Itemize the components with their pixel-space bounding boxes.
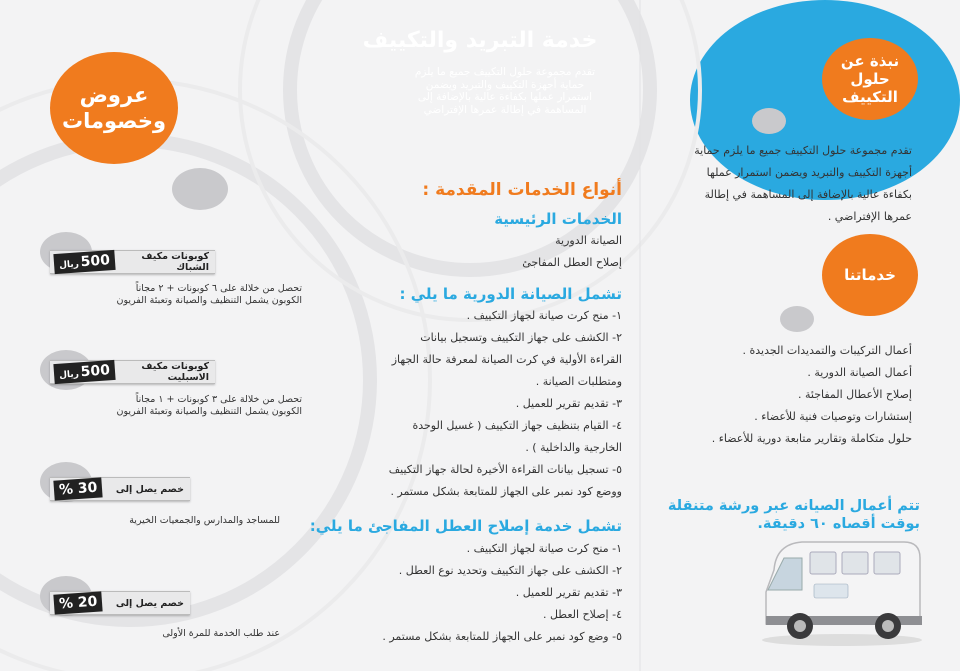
list-item: إصلاح الأعطال المفاجئة . — [797, 388, 912, 401]
mobile-workshop-note: تتم أعمال الصيانه عبر ورشة متنقلة بوقت أقصاه ٦٠ دقيقة. — [667, 498, 920, 532]
services-dot — [780, 306, 814, 332]
header-intro: تقدم مجموعة حلول التكييف جميع ما يلزم حماية أجهزة التكييف والتبريد ويضمن استمرار عملها بكفاءة عالية بالإضافة إلى المساهمة في إطالة عمرها الإفتراضي — [414, 66, 596, 116]
list-item: أعمال التركيبات والتمديدات الجديدة . — [742, 344, 912, 357]
page-title: خدمة التبريد والتكييف — [362, 28, 598, 53]
discount-label: خصم يصل إلى — [115, 483, 184, 495]
coupon-label: كوبونات مكيف الاسبليت — [141, 361, 209, 383]
repair-title: تشمل خدمة إصلاح العطل المفاجئ ما يلي: — [309, 517, 622, 535]
coupon-window-ac — [50, 250, 215, 274]
coupon-split-ac — [50, 360, 215, 384]
periodic-maintenance-title: تشمل الصيانة الدورية ما يلي : — [399, 285, 622, 303]
our-services-circle — [822, 234, 918, 316]
discount-30 — [50, 477, 190, 501]
list-item: ١- منح كرت صيانة لجهاز التكييف . — [466, 542, 622, 555]
list-item: أعمال الصيانة الدورية . — [807, 366, 912, 379]
about-title: نبذة عن حلول التكييف — [840, 52, 900, 106]
list-item: ٥- وضع كود نمبر على الجهاز للمتابعة بشكل مستمر . — [382, 630, 622, 643]
list-item: ٢- الكشف على جهاز التكييف وتسجيل بيانات — [420, 331, 622, 344]
coupon-label: كوبونات مكيف الشباك — [141, 251, 209, 273]
discount-label: خصم يصل إلى — [115, 597, 184, 609]
our-services-title: خدماتنا — [844, 266, 896, 284]
list-item: ومتطلبات الصيانة . — [535, 375, 622, 388]
services-provided-title: أنواع الخدمات المقدمة : — [422, 180, 622, 200]
coupon-price: 500ريال — [53, 360, 115, 384]
main-service-item: إصلاح العطل المفاجئ — [522, 256, 622, 269]
list-item: ووضع كود نمبر على الجهاز للمتابعة بشكل مستمر . — [390, 485, 622, 498]
list-item: ٤- القيام بتنظيف جهاز التكييف ( غسيل الوحدة — [412, 419, 622, 432]
coupon-note: تحصل من خلالة على ٣ كوبونات + ١ مجاناً الكوبون يشمل التنظيف والصيانة وتعبئة الفريون — [116, 394, 302, 417]
list-item: ١- منح كرت صيانة لجهاز التكييف . — [466, 309, 622, 322]
about-circle — [822, 38, 918, 120]
about-line: بكفاءة عالية بالإضافة إلى المساهمة في إطالة — [704, 188, 912, 201]
list-item: ٤- إصلاح العطل . — [542, 608, 622, 621]
discount-percent: 30 % — [53, 477, 103, 500]
list-item: الخارجية والداخلية ) . — [525, 441, 622, 454]
coupon-note: تحصل من خلالة على ٦ كوبونات + ٢ مجاناً الكوبون يشمل التنظيف والصيانة وتعبئة الفريون — [116, 283, 302, 306]
discount-note: عند طلب الخدمة للمرة الأولى — [162, 628, 280, 639]
about-line: عمرها الإفتراضي . — [827, 210, 912, 223]
discount-note: للمساجد والمدارس والجمعيات الخيرية — [129, 515, 280, 526]
discount-percent: 20 % — [53, 591, 103, 614]
list-item: القراءة الأولية في كرت الصيانة لمعرفة حالة الجهاز — [391, 353, 622, 366]
list-item: حلول متكاملة وتقارير متابعة دورية للأعضاء . — [711, 432, 912, 445]
main-services-title: الخدمات الرئيسية — [494, 210, 622, 228]
offers-dot — [172, 168, 228, 210]
list-item: إستشارات وتوصيات فنية للأعضاء . — [754, 410, 912, 423]
list-item: ٥- تسجيل بيانات القراءة الأخيرة لحالة جهاز التكييف — [388, 463, 622, 476]
list-item: ٢- الكشف على جهاز التكييف وتحديد نوع العطل . — [398, 564, 622, 577]
discount-20 — [50, 591, 190, 615]
offers-circle — [50, 52, 178, 164]
about-line: أجهزة التكييف والتبريد ويضمن استمرار عملها — [706, 166, 912, 179]
about-line: تقدم مجموعة حلول التكييف جميع ما يلزم حماية — [694, 144, 912, 157]
list-item: ٣- تقديم تقرير للعميل . — [515, 586, 622, 599]
offers-title-2: وخصومات — [61, 109, 167, 133]
list-item: ٣- تقديم تقرير للعميل . — [515, 397, 622, 410]
main-service-item: الصيانة الدورية — [555, 234, 622, 247]
coupon-price: 500ريال — [53, 250, 115, 274]
service-van-illustration — [754, 530, 924, 650]
about-dot — [752, 108, 786, 134]
offers-title-1: عروض — [79, 83, 149, 107]
